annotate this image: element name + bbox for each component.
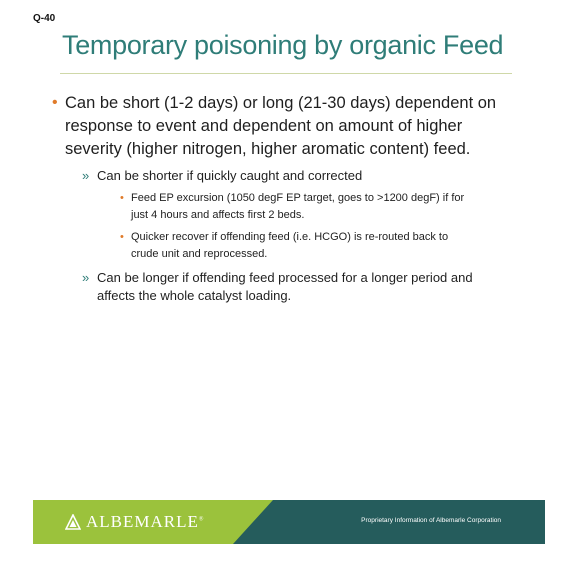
- sub-bullet-text: Can be shorter if quickly caught and corrected: [97, 168, 363, 183]
- bullet-icon: •: [52, 94, 58, 111]
- chevron-bullet-icon: »: [82, 270, 90, 285]
- sub-bullet-text: Can be longer if offending feed processed for a longer period and affects the whole catalyst loading.: [97, 270, 473, 303]
- bullet-icon: •: [120, 192, 124, 204]
- sub-bullet: [82, 167, 512, 185]
- main-bullet: [52, 92, 512, 161]
- slide-id: Q-40: [33, 13, 56, 24]
- sub-sub-bullet-text: Feed EP excursion (1050 degF EP target, goes to >1200 degF) if for just 4 hours and affects first 2 beds.: [131, 192, 465, 221]
- sub-sub-bullet: [120, 229, 471, 263]
- slide-title: Temporary poisoning by organic Feed: [62, 30, 504, 60]
- albemarle-triangle-logo-icon: [65, 514, 81, 530]
- footer-bar: [33, 500, 545, 544]
- footer-wedge: [233, 500, 273, 544]
- sub-sub-bullet-text: Quicker recover if offending feed (i.e. HCGO) is re-routed back to crude unit and reprocessed.: [131, 231, 449, 260]
- sub-sub-bullet: [120, 190, 471, 224]
- sub-bullet: [82, 269, 512, 305]
- chevron-bullet-icon: »: [82, 168, 90, 183]
- footer-proprietary-note: Proprietary Information of Albemarle Corporation: [361, 517, 501, 524]
- slide-content: [52, 92, 512, 305]
- title-divider: [60, 73, 512, 74]
- albemarle-logo: [65, 512, 204, 532]
- main-bullet-text: Can be short (1-2 days) or long (21-30 days) dependent on response to event and dependent on amount of higher severity (higher nitrogen, higher aromatic content) feed.: [65, 94, 497, 158]
- logo-text: ALBEMARLE®: [86, 512, 205, 531]
- bullet-icon: •: [120, 231, 124, 243]
